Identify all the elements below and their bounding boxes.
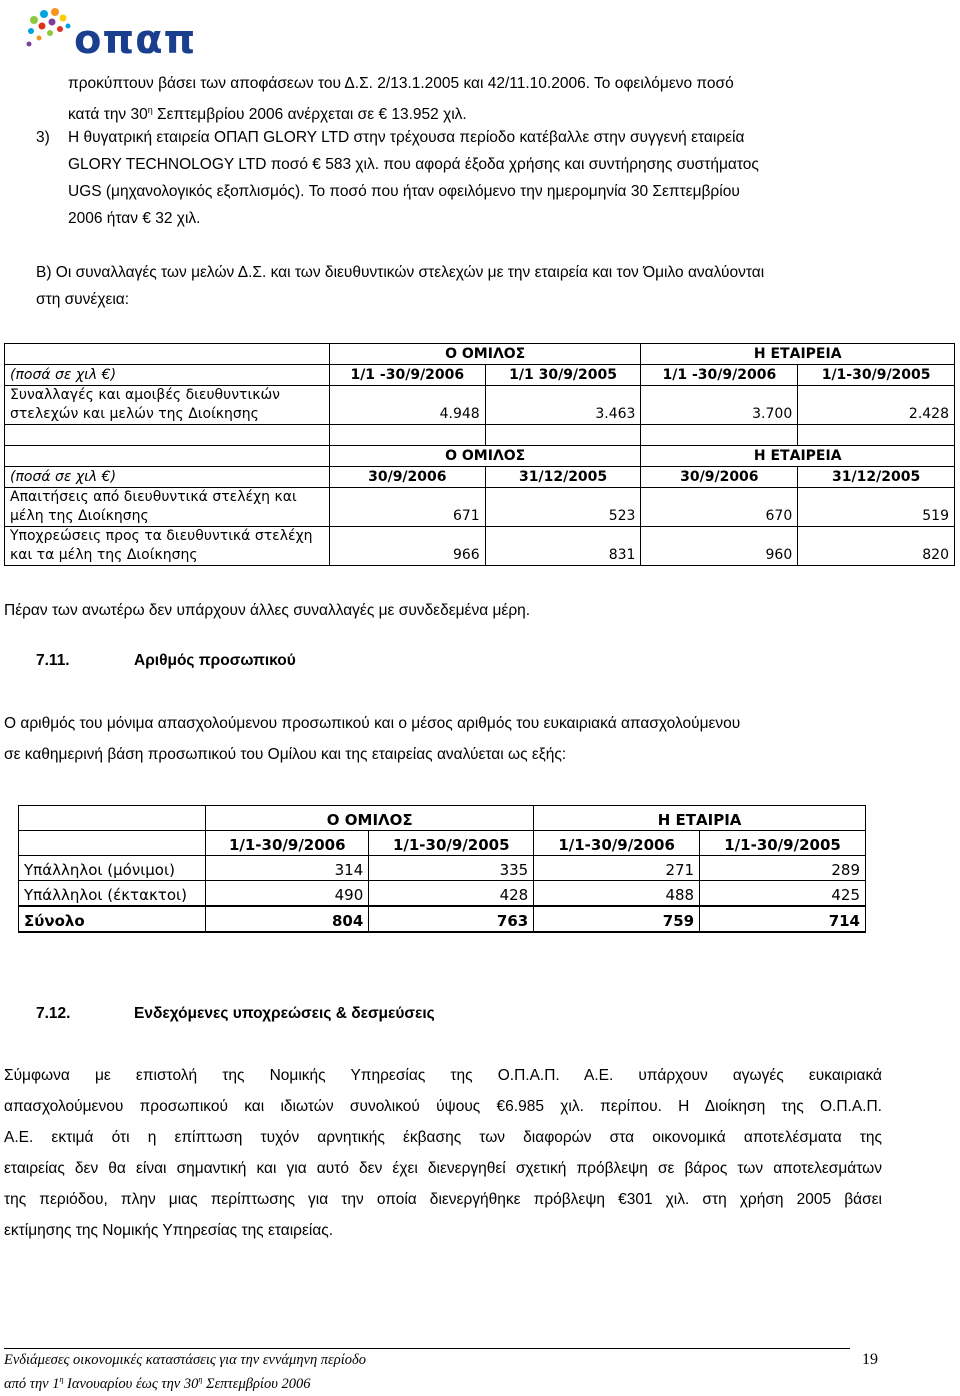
no-other-transactions: Πέραν των ανωτέρω δεν υπάρχουν άλλες συναλλαγές με συνδεδεμένα μέρη. <box>4 602 531 619</box>
item-3-number: 3) <box>36 129 50 146</box>
superscript: η <box>198 1375 203 1384</box>
column-header: 1/1-30/9/2006 <box>534 831 700 856</box>
total-label: Σύνολο <box>19 906 206 932</box>
row-label-line: Υποχρεώσεις προς τα διευθυντικά στελέχη <box>10 528 313 544</box>
section-711-line-1: Ο αριθμός του μόνιμα απασχολούμενου προσωπικού και ο μέσος αριθμός του ευκαιριακά απασχολούμενου <box>4 715 741 732</box>
table-cell: 428 <box>369 881 534 907</box>
group-header: Ο ΟΜΙΛΟΣ <box>329 446 641 467</box>
section-title: Αριθμός προσωπικού <box>134 652 296 669</box>
column-header: 30/9/2006 <box>641 467 798 488</box>
logo-text: οπαπ <box>74 17 197 63</box>
table-row <box>5 365 955 386</box>
group-header: Ο ΟΜΙΛΟΣ <box>206 806 534 831</box>
row-label <box>5 488 330 527</box>
section-b-line-1: Β) Οι συναλλαγές των μελών Δ.Σ. και των διευθυντικών στελεχών με την εταιρεία και τον Όμιλο αναλύονται <box>36 264 765 281</box>
transactions-table <box>4 343 955 566</box>
table-cell: 671 <box>329 488 485 527</box>
table-cell <box>641 425 798 446</box>
table-cell: 2.428 <box>798 386 955 425</box>
total-cell: 763 <box>369 906 534 932</box>
table-row <box>19 831 866 856</box>
item-3-line-3: UGS (μηχανολογικός εξοπλισμός). Το ποσό που ήταν οφειλόμενο την ημερομηνία 30 Σεπτεμβρίου <box>68 183 740 200</box>
personnel-table <box>18 805 866 933</box>
row-label: Υπάλληλοι (μόνιμοι) <box>19 856 206 881</box>
row-label-line: μέλη της Διοίκησης <box>10 508 149 524</box>
opap-logo <box>22 6 202 68</box>
group-header: Η ΕΤΑΙΡΙΑ <box>534 806 866 831</box>
footer-divider <box>4 1348 850 1349</box>
table-cell: 425 <box>700 881 866 907</box>
item-3-line-1: Η θυγατρική εταιρεία ΟΠΑΠ GLORY LTD στην τρέχουσα περίοδο κατέβαλλε στην συγγενή εταιρεία <box>68 129 745 146</box>
superscript: η <box>147 105 153 115</box>
column-header: 1/1 -30/9/2006 <box>329 365 485 386</box>
footer-line-1: Ενδιάμεσες οικονομικές καταστάσεις για την εννάμηνη περίοδο <box>4 1352 366 1368</box>
table-cell: 490 <box>206 881 369 907</box>
table-cell <box>19 806 206 831</box>
item-3-line-2: GLORY TECHNOLOGY LTD ποσό € 583 χιλ. που αφορά έξοδα χρήσης και συντήρησης συστήματος <box>68 156 759 173</box>
unit-label: (ποσά σε χιλ €) <box>5 365 330 386</box>
footer-text: Σεπτεμβρίου 2006 <box>202 1375 311 1392</box>
column-header: 1/1-30/9/2005 <box>369 831 534 856</box>
row-label-line: Συναλλαγές και αμοιβές διευθυντικών <box>10 387 281 403</box>
column-header: 31/12/2005 <box>798 467 955 488</box>
table-cell: 488 <box>534 881 700 907</box>
total-cell: 804 <box>206 906 369 932</box>
total-cell: 759 <box>534 906 700 932</box>
section-number: 7.11. <box>36 652 70 669</box>
table-cell: 4.948 <box>329 386 485 425</box>
row-label-line: Απαιτήσεις από διευθυντικά στελέχη και <box>10 489 297 505</box>
table-row <box>5 467 955 488</box>
table-cell: 519 <box>798 488 955 527</box>
section-number: 7.12. <box>36 1005 71 1022</box>
table-cell <box>485 425 641 446</box>
group-header: Η ΕΤΑΙΡΕΙΑ <box>641 446 955 467</box>
section-712-paragraph <box>4 1062 882 1248</box>
table-row <box>5 527 955 566</box>
page-number: 19 <box>862 1351 878 1368</box>
table-cell <box>798 425 955 446</box>
row-label <box>5 527 330 566</box>
section-b-line-2: στη συνέχεια: <box>36 291 130 308</box>
group-header: Η ΕΤΑΙΡΕΙΑ <box>641 344 955 365</box>
table-row <box>19 806 866 831</box>
table-cell: 960 <box>641 527 798 566</box>
unit-label: (ποσά σε χιλ €) <box>5 467 330 488</box>
column-header: 1/1-30/9/2005 <box>700 831 866 856</box>
table-row <box>5 425 955 446</box>
table-cell: 820 <box>798 527 955 566</box>
column-header: 30/9/2006 <box>329 467 485 488</box>
footer-text: από την 1 <box>4 1375 60 1392</box>
table-cell: 271 <box>534 856 700 881</box>
column-header: 1/1-30/9/2005 <box>798 365 955 386</box>
section-title: Ενδεχόμενες υποχρεώσεις & δεσμεύσεις <box>134 1005 435 1022</box>
total-cell: 714 <box>700 906 866 932</box>
table-cell <box>5 446 330 467</box>
superscript: η <box>59 1375 64 1384</box>
item-3-line-4: 2006 ήταν € 32 χιλ. <box>68 210 201 227</box>
table-cell: 3.700 <box>641 386 798 425</box>
justified-line: εταιρείας δεν θα είναι σημαντική και για αυτό δεν έχει διενεργηθεί σχετική πρόβλεψη σε βάρος των αποτελεσμάτων <box>4 1160 882 1177</box>
table-row <box>5 488 955 527</box>
column-header: 1/1 -30/9/2006 <box>641 365 798 386</box>
intro-line-2-b: Σεπτεμβρίου 2006 ανέρχεται σε € 13.952 χιλ. <box>152 106 467 124</box>
table-cell <box>19 831 206 856</box>
intro-line-1: προκύπτουν βάσει των αποφάσεων του Δ.Σ. 2/13.1.2005 και 42/11.10.2006. Το οφειλόμενο ποσό <box>68 75 734 92</box>
table-cell: 523 <box>485 488 641 527</box>
section-711-line-2: σε καθημερινή βάση προσωπικού του Ομίλου και της εταιρείας αναλύεται ως εξής: <box>4 746 567 763</box>
table-cell: 335 <box>369 856 534 881</box>
table-row <box>19 906 866 932</box>
table-row <box>5 386 955 425</box>
group-header: Ο ΟΜΙΛΟΣ <box>329 344 641 365</box>
row-label-line: και τα μέλη της Διοίκησης <box>10 547 198 563</box>
justified-line: της περιόδου, πλην μιας περίπτωσης για την οποία διενεργήθηκε πρόβλεψη €301 χιλ. στη χρήση 2005 βάσει <box>4 1191 882 1208</box>
table-cell <box>5 425 330 446</box>
table-cell: 966 <box>329 527 485 566</box>
row-label-line: στελεχών και μελών της Διοίκησης <box>10 406 259 422</box>
justified-line: απασχολούμενου προσωπικού και ιδιωτών συνολικού ύψους €6.985 χιλ. περίπου. Η Διοίκηση της Ο.Π.Α.Π. <box>4 1098 882 1115</box>
table-row <box>19 856 866 881</box>
table-cell <box>329 425 485 446</box>
table-cell: 670 <box>641 488 798 527</box>
table-row <box>5 344 955 365</box>
paragraph-last-line: εκτίμησης της Νομικής Υπηρεσίας της εταιρείας. <box>4 1222 334 1239</box>
table-row <box>5 446 955 467</box>
column-header: 1/1-30/9/2006 <box>206 831 369 856</box>
footer-line-2 <box>4 1375 311 1393</box>
row-label <box>5 386 330 425</box>
table-cell <box>5 344 330 365</box>
table-cell: 314 <box>206 856 369 881</box>
column-header: 31/12/2005 <box>485 467 641 488</box>
intro-line-2-a: κατά την 30 <box>68 106 148 124</box>
table-row <box>19 881 866 907</box>
table-cell: 831 <box>485 527 641 566</box>
column-header: 1/1 30/9/2005 <box>485 365 641 386</box>
table-cell: 3.463 <box>485 386 641 425</box>
table-cell: 289 <box>700 856 866 881</box>
footer-text: Ιανουαρίου έως την 30 <box>63 1375 199 1392</box>
justified-line: Σύμφωνα με επιστολή της Νομικής Υπηρεσίας της Ο.Π.Α.Π. Α.Ε. υπάρχουν αγωγές ευκαιριακά <box>4 1067 882 1084</box>
row-label: Υπάλληλοι (έκτακτοι) <box>19 881 206 907</box>
justified-line: Α.Ε. εκτιμά ότι η επίπτωση τυχόν αρνητικής έκβασης των διαφορών στα οικονομικά αποτελέσματα της <box>4 1129 882 1146</box>
